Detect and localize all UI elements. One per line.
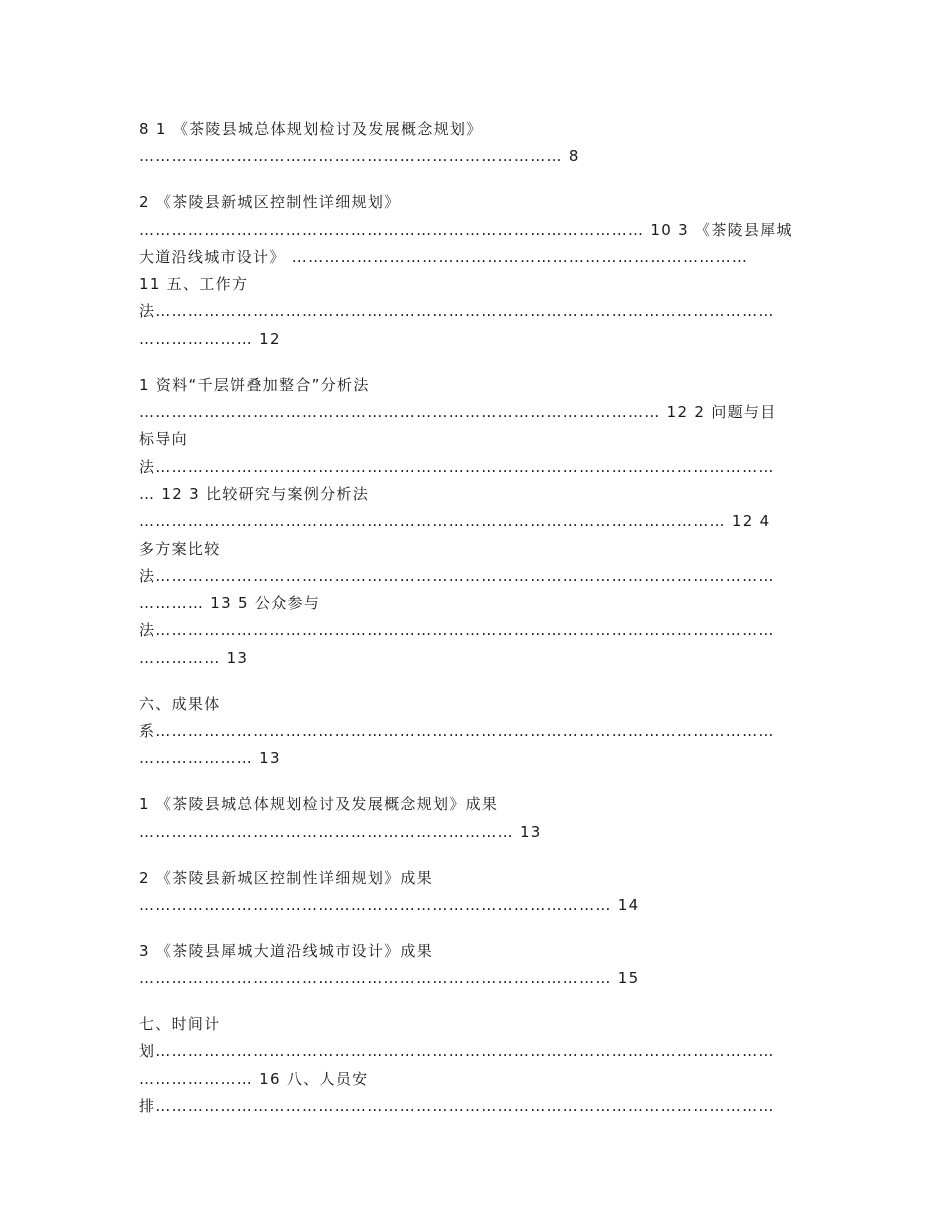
toc-line: 法…………………………………………………………………………………………………… xyxy=(139,566,775,585)
toc-block xyxy=(139,1011,814,1120)
toc-line: 1 资料“千层饼叠加整合”分析法 xyxy=(139,375,370,394)
toc-line: 1 《茶陵县城总体规划检讨及发展概念规划》成果 xyxy=(139,795,499,814)
toc-block xyxy=(139,372,814,672)
toc-line: 标导向 xyxy=(139,430,188,449)
toc-line: 六、成果体 xyxy=(139,694,221,713)
toc-line: …………………………………………………………………………… 15 xyxy=(139,969,640,988)
toc-line: ………………… 16 八、人员安 xyxy=(139,1069,369,1088)
block-spacer xyxy=(139,353,814,372)
toc-line: …………………………………………………………………………………… 12 2 问题与目 xyxy=(139,403,777,422)
toc-line: 排…………………………………………………………………………………………………… xyxy=(139,1097,775,1116)
toc-line: …………… 13 xyxy=(139,648,249,667)
toc-line: ………………… 12 xyxy=(139,329,281,348)
block-spacer xyxy=(139,672,814,691)
toc-block xyxy=(139,791,814,846)
toc-line: …………………………………………………………………………… 14 xyxy=(139,895,640,914)
toc-line: 8 1 《茶陵县城总体规划检讨及发展概念规划》 xyxy=(139,120,483,138)
toc-line: 法…………………………………………………………………………………………………… xyxy=(139,457,775,476)
block-spacer xyxy=(139,992,814,1011)
toc-line: 多方案比较 xyxy=(139,539,221,558)
toc-line: …………………………………………………………… 13 xyxy=(139,822,542,841)
toc-block xyxy=(139,938,814,993)
toc-line: 11 五、工作方 xyxy=(139,275,249,294)
toc-line: …………………………………………………………………… 8 xyxy=(139,147,580,166)
toc-line: ………………………………………………………………………………… 10 3 《茶陵县犀城 xyxy=(139,220,793,239)
block-spacer xyxy=(139,919,814,938)
toc-block xyxy=(139,691,814,773)
toc-block xyxy=(139,116,814,171)
toc-line: 大道沿线城市设计》 ………………………………………………………………………… xyxy=(139,247,749,266)
block-spacer xyxy=(139,773,814,792)
toc-line: 法…………………………………………………………………………………………………… xyxy=(139,302,775,321)
block-spacer xyxy=(139,846,814,865)
toc-line: ……………………………………………………………………………………………… 12 4 xyxy=(139,512,771,531)
toc-block xyxy=(139,189,814,353)
block-spacer xyxy=(139,171,814,190)
toc-line: … 12 3 比较研究与案例分析法 xyxy=(139,484,370,503)
toc-block xyxy=(139,865,814,920)
toc-line: 法…………………………………………………………………………………………………… xyxy=(139,621,775,640)
toc-line: 系…………………………………………………………………………………………………… xyxy=(139,722,775,740)
toc-line: 2 《茶陵县新城区控制性详细规划》成果 xyxy=(139,868,434,887)
toc-line: 3 《茶陵县犀城大道沿线城市设计》成果 xyxy=(139,941,434,960)
toc-line: ………… 13 5 公众参与 xyxy=(139,594,321,613)
toc-line: 七、时间计 xyxy=(139,1015,221,1034)
toc-line: 2 《茶陵县新城区控制性详细规划》 xyxy=(139,193,401,212)
toc-page xyxy=(139,116,814,1120)
toc-line: 划…………………………………………………………………………………………………… xyxy=(139,1042,775,1061)
toc-line: ………………… 13 xyxy=(139,749,281,768)
